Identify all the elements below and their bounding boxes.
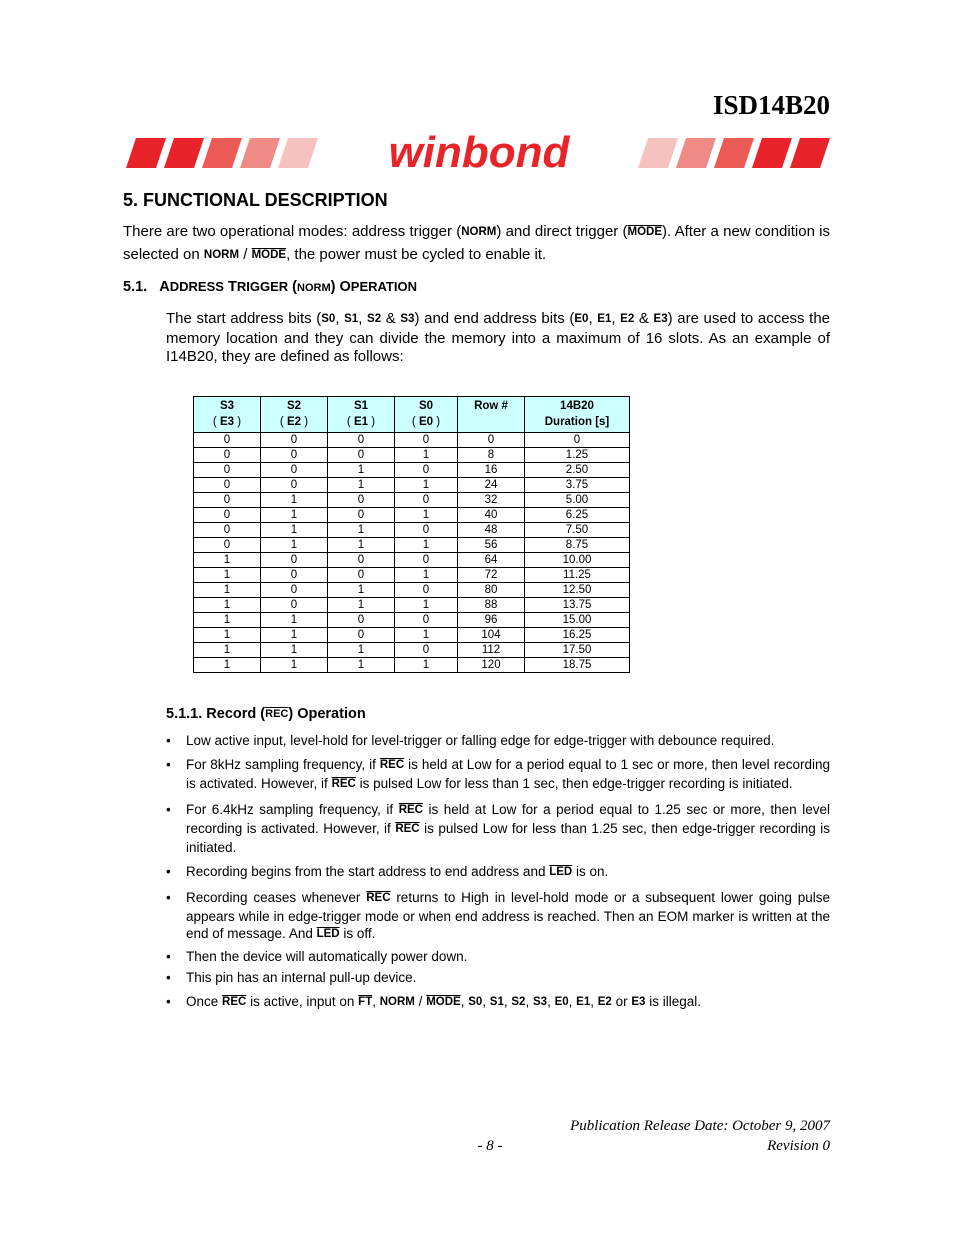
- table-cell: 0: [395, 553, 458, 568]
- table-cell: 88: [458, 598, 525, 613]
- table-row: [194, 568, 630, 583]
- table-cell: 64: [458, 553, 525, 568]
- table-cell: 0: [261, 433, 328, 448]
- list-item: • Once $\overline{REC}$ is active, input on $\overline{FT}$, NORM / MODE, S0, S1, S2, S3, E0, E1, E2 or E3 is illegal.: [166, 993, 830, 1012]
- table-cell: 1: [194, 613, 261, 628]
- table-header-cell: S3 ( E3 ): [194, 397, 261, 433]
- table-header-cell: Row #: [458, 397, 525, 433]
- list-item: • Then the device will automatically power down.: [166, 948, 830, 965]
- table-cell: 1: [395, 568, 458, 583]
- list-item: • Low active input, level-hold for level-trigger or falling edge for edge-trigger with debounce required.: [166, 732, 830, 749]
- list-item: • Recording ceases whenever $\overline{REC}$ returns to High in level-hold mode or a subsequent lower going pulse appears while in edge-trigger mode or when end address is reached. Then an EOM marker is written at the end of message. And $\overline{LED}$ is off.: [166, 889, 830, 944]
- table-cell: 0: [194, 478, 261, 493]
- table-cell: 1: [328, 538, 395, 553]
- table-cell: 17.50: [525, 643, 630, 658]
- table-cell: 0: [458, 433, 525, 448]
- table-cell: 0: [328, 568, 395, 583]
- table-cell: 1: [194, 628, 261, 643]
- table-cell: 11.25: [525, 568, 630, 583]
- table-row: [194, 478, 630, 493]
- table-row: [194, 658, 630, 673]
- table-cell: 1: [261, 538, 328, 553]
- record-operation-list: [166, 732, 830, 1012]
- table-cell: 0: [328, 508, 395, 523]
- table-cell: 18.75: [525, 658, 630, 673]
- table-row: [194, 598, 630, 613]
- table-row: [194, 643, 630, 658]
- table-cell: 0: [395, 433, 458, 448]
- logo-stripes-left: [126, 138, 318, 168]
- table-cell: 120: [458, 658, 525, 673]
- table-cell: 0: [395, 583, 458, 598]
- table-cell: 0: [328, 433, 395, 448]
- table-cell: 7.50: [525, 523, 630, 538]
- table-cell: 0: [328, 613, 395, 628]
- table-cell: 10.00: [525, 553, 630, 568]
- table-cell: 0: [261, 553, 328, 568]
- table-cell: 8.75: [525, 538, 630, 553]
- table-cell: 1: [194, 583, 261, 598]
- list-item: • This pin has an internal pull-up device.: [166, 969, 830, 986]
- table-cell: 1: [328, 658, 395, 673]
- table-cell: 56: [458, 538, 525, 553]
- table-cell: 1: [261, 628, 328, 643]
- table-cell: 16.25: [525, 628, 630, 643]
- winbond-logo: [124, 130, 831, 172]
- table-cell: 16: [458, 463, 525, 478]
- table-cell: 1: [194, 658, 261, 673]
- table-cell: 0: [395, 493, 458, 508]
- table-cell: 24: [458, 478, 525, 493]
- table-cell: 1: [261, 613, 328, 628]
- table-cell: 2.50: [525, 463, 630, 478]
- table-row: [194, 628, 630, 643]
- document-id: ISD14B20: [712, 90, 830, 120]
- table-cell: 0: [194, 433, 261, 448]
- table-cell: 0: [395, 523, 458, 538]
- table-cell: 0: [194, 508, 261, 523]
- table-row: [194, 613, 630, 628]
- table-cell: 1: [395, 448, 458, 463]
- table-cell: 1: [395, 478, 458, 493]
- table-cell: 104: [458, 628, 525, 643]
- table-cell: 0: [328, 553, 395, 568]
- table-row: [194, 508, 630, 523]
- table-cell: 3.75: [525, 478, 630, 493]
- table-cell: 1: [261, 643, 328, 658]
- table-cell: 1: [328, 463, 395, 478]
- table-cell: 0: [395, 613, 458, 628]
- logo-wordmark: winbond: [388, 130, 570, 172]
- table-cell: 1: [328, 478, 395, 493]
- table-row: [194, 538, 630, 553]
- table-cell: 112: [458, 643, 525, 658]
- table-cell: 0: [194, 493, 261, 508]
- table-header-cell: 14B20 Duration [s]: [525, 397, 630, 433]
- footer-page-number: - 8 -: [477, 1138, 503, 1154]
- logo-stripes-right: [638, 138, 830, 168]
- table-cell: 8: [458, 448, 525, 463]
- table-cell: 80: [458, 583, 525, 598]
- table-header-cell: S0 ( E0 ): [395, 397, 458, 433]
- table-cell: 0: [395, 463, 458, 478]
- table-row: [194, 463, 630, 478]
- table-cell: 1: [261, 658, 328, 673]
- table-cell: 72: [458, 568, 525, 583]
- table-cell: 0: [261, 478, 328, 493]
- table-row: [194, 523, 630, 538]
- address-bits-table: [193, 396, 630, 673]
- table-cell: 0: [261, 583, 328, 598]
- table-cell: 0: [525, 433, 630, 448]
- section-5-paragraph: There are two operational modes: address trigger (NORM) and direct trigger (MODE). After a new condition is selected on NORM / MODE, the power must be cycled to enable it.: [123, 223, 830, 263]
- table-cell: 1: [194, 553, 261, 568]
- section-5-title: 5. FUNCTIONAL DESCRIPTION: [123, 190, 388, 210]
- table-cell: 32: [458, 493, 525, 508]
- table-cell: 0: [194, 538, 261, 553]
- table-cell: 13.75: [525, 598, 630, 613]
- table-cell: 12.50: [525, 583, 630, 598]
- table-cell: 1: [328, 643, 395, 658]
- table-cell: 40: [458, 508, 525, 523]
- table-cell: 1: [328, 583, 395, 598]
- section-5-1-paragraph: The start address bits (S0, S1, S2 & S3) and end address bits (E0, E1, E2 & E3) are used to access the memory location and they can divide the memory into a maximum of 16 slots. As an example of I14B20, they are defined as follows:: [166, 310, 831, 365]
- table-cell: 0: [194, 463, 261, 478]
- table-cell: 0: [395, 643, 458, 658]
- table-cell: 48: [458, 523, 525, 538]
- table-cell: 15.00: [525, 613, 630, 628]
- table-cell: 0: [328, 448, 395, 463]
- table-cell: 1.25: [525, 448, 630, 463]
- table-cell: 1: [395, 508, 458, 523]
- table-cell: 6.25: [525, 508, 630, 523]
- table-row: [194, 433, 630, 448]
- table-cell: 1: [395, 658, 458, 673]
- section-5-1-1-title: 5.1.1. Record $(\overline{REC})$ Operation: [166, 706, 366, 722]
- table-row: [194, 493, 630, 508]
- table-cell: 0: [328, 628, 395, 643]
- table-row: [194, 553, 630, 568]
- footer-release-date: Publication Release Date: October 9, 2007: [570, 1118, 830, 1134]
- table-header-cell: S1 ( E1 ): [328, 397, 395, 433]
- list-item: • Recording begins from the start address to end address and $\overline{LED}$ is on.: [166, 863, 830, 882]
- table-cell: 1: [261, 493, 328, 508]
- table-cell: 0: [261, 598, 328, 613]
- table-cell: 1: [328, 523, 395, 538]
- list-item: • For 6.4kHz sampling frequency, if $\overline{REC}$ is held at Low for a period equal to 1.25 sec or more, then level recording is activated. However, if $\overline{REC}$ is pulsed Low for less than 1.25 sec, then edge-trigger recording is initiated.: [166, 801, 830, 856]
- table-cell: 0: [261, 463, 328, 478]
- table-cell: 1: [194, 568, 261, 583]
- table-cell: 0: [194, 448, 261, 463]
- section-5-1-title: 5.1. ADDRESS TRIGGER (NORM) OPERATION: [123, 279, 417, 295]
- table-cell: 1: [395, 538, 458, 553]
- table-cell: 5.00: [525, 493, 630, 508]
- footer-revision: Revision 0: [767, 1138, 830, 1154]
- table-cell: 0: [261, 568, 328, 583]
- table-cell: 1: [328, 598, 395, 613]
- table-cell: 1: [194, 598, 261, 613]
- table-cell: 1: [395, 598, 458, 613]
- table-row: [194, 448, 630, 463]
- table-row: [194, 583, 630, 598]
- table-cell: 1: [395, 628, 458, 643]
- table-cell: 1: [261, 508, 328, 523]
- table-header-row: [194, 397, 630, 433]
- table-cell: 96: [458, 613, 525, 628]
- table-cell: 0: [328, 493, 395, 508]
- table-cell: 1: [261, 523, 328, 538]
- table-header-cell: S2 ( E2 ): [261, 397, 328, 433]
- list-item: • For 8kHz sampling frequency, if $\overline{REC}$ is held at Low for a period equal to 1 sec or more, then level recording is activated. However, if $\overline{REC}$ is pulsed Low for less than 1 sec, then edge-trigger recording is initiated.: [166, 756, 830, 794]
- table-cell: 0: [194, 523, 261, 538]
- table-body: [194, 433, 630, 673]
- table-cell: 0: [261, 448, 328, 463]
- table-cell: 1: [194, 643, 261, 658]
